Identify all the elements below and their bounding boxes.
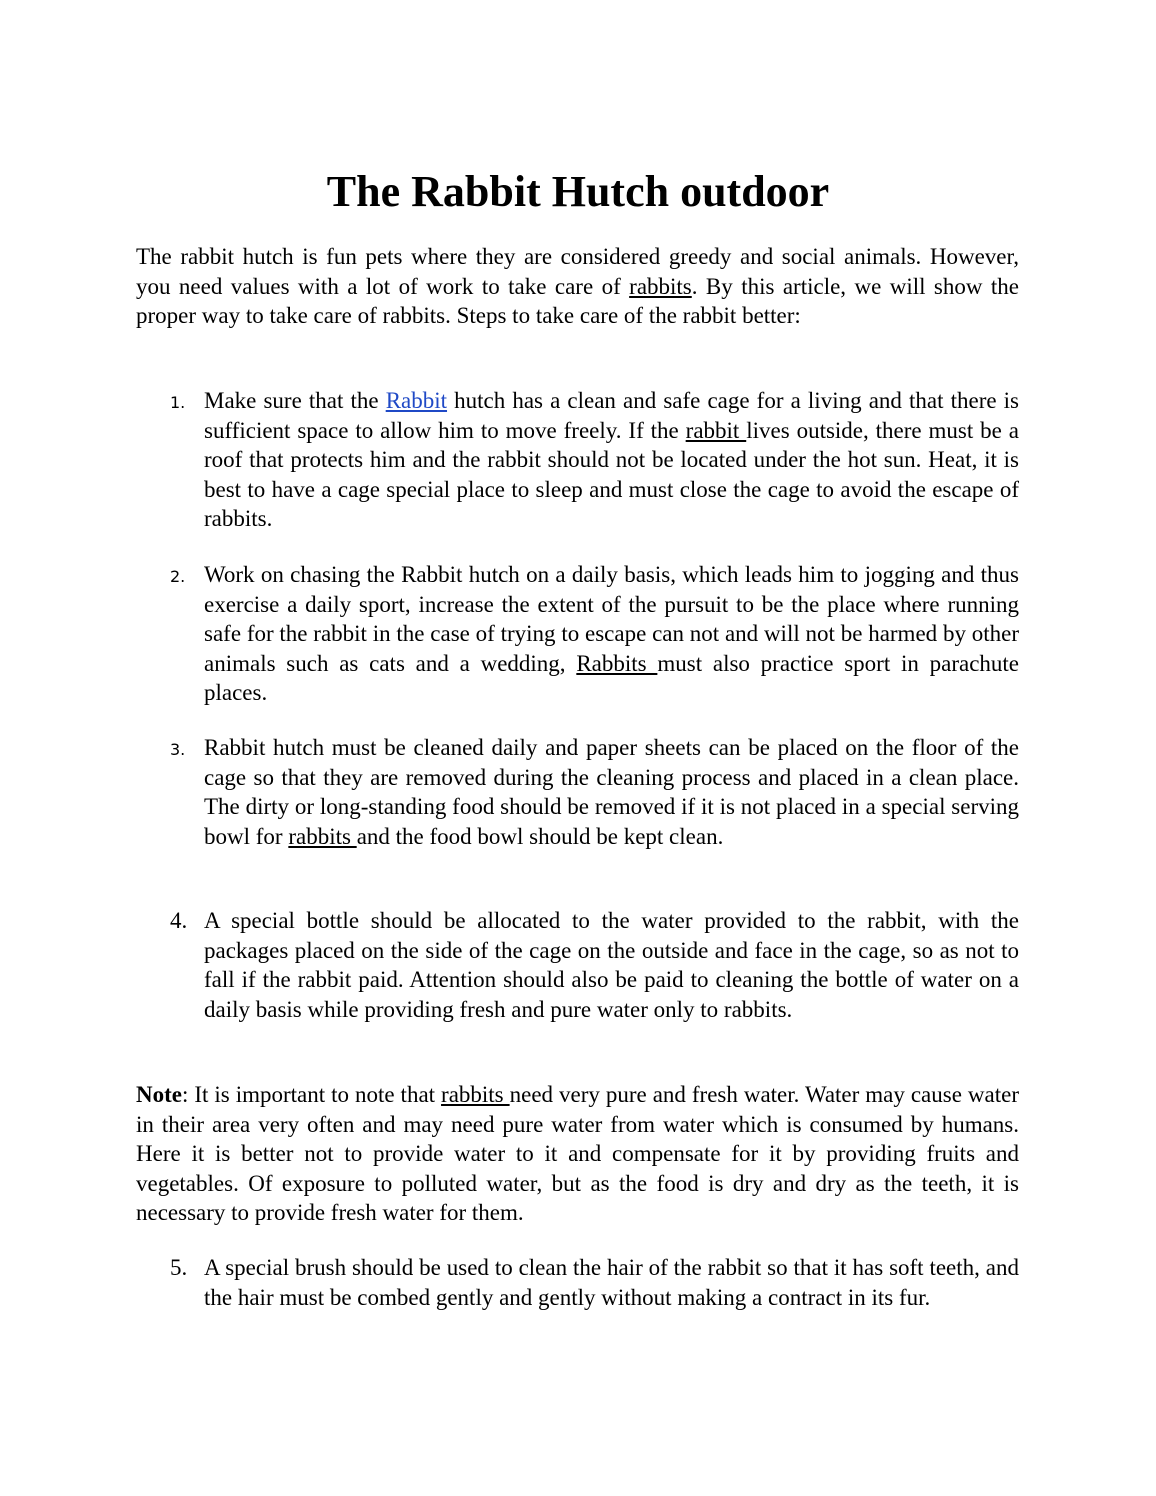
rabbit-link[interactable]: Rabbit <box>385 388 448 413</box>
rabbits-underlined-link[interactable]: rabbits <box>288 823 357 849</box>
note-label: Note <box>136 1082 182 1107</box>
list-item-text <box>204 386 1019 534</box>
intro-text-1: The rabbit hutch is fun pets where they are considered greedy and social animals. However, you need values with a lot of work to take care of <box>136 244 1019 299</box>
list-item-text <box>204 906 1019 1024</box>
item-text: must also practice sport in parachute places. <box>204 650 1020 705</box>
item-text: Make sure that the <box>204 388 386 413</box>
list-item-text <box>204 560 1019 708</box>
item-text: A special bottle should be allocated to the water provided to the rabbit, with the packages placed on the side of the cage on the outside and face in the cage, so as not to fall if the rabbit paid. Attention should also be paid to cleaning the bottle of water on a daily basis while providing fresh and pure water only to rabbits. <box>204 908 1019 1022</box>
list-item-text <box>204 1253 1019 1312</box>
item-text: Work on chasing the Rabbit hutch on a daily basis, which leads him to jogging and thus exercise a daily sport, increase the extent of the pursuit to be the place where running safe for the rabbit in the case of trying to escape can not and will not be harmed by other animals such as cats and a wedding, <box>204 562 1019 676</box>
list-item-text <box>204 733 1019 851</box>
rabbits-link[interactable]: rabbits <box>629 273 692 299</box>
item-text: Rabbit hutch must be cleaned daily and paper sheets can be placed on the floor of the cage so that they are removed during the cleaning process and placed in a clean place. The dirty or long-standing food should be removed if it is not placed in a special serving bowl for <box>204 735 1019 849</box>
list-number: 2. <box>170 567 186 586</box>
rabbit-underlined-link[interactable]: rabbit <box>685 417 747 443</box>
rabbits-underlined-link[interactable]: Rabbits <box>576 650 658 676</box>
list-number: 3. <box>170 740 186 759</box>
note-paragraph <box>136 1080 1019 1228</box>
intro-paragraph <box>136 242 1019 331</box>
page-title: The Rabbit Hutch outdoor <box>326 167 830 216</box>
note-text: need very pure and fresh water. Water may cause water in their area very often and may need pure water from water which is consumed by humans. Here it is better not to provide water to it and compensate for it by providing fruits and vegetables. Of exposure to polluted water, but as the food is dry and dry as the teeth, it is necessary to provide fresh water for them. <box>136 1082 1019 1225</box>
list-number: 4. <box>170 908 188 933</box>
item-text: hutch has a clean and safe cage for a living and that there is sufficient space to allow him to move freely. If the <box>204 388 1019 443</box>
item-text: lives outside, there must be a roof that protects him and the rabbit should not be located under the hot sun. Heat, it is best to have a cage special place to sleep and must close the cage to avoid the escape of rabbits. <box>204 417 1019 531</box>
list-number: 5. <box>170 1255 188 1280</box>
rabbits-underlined-link[interactable]: rabbits <box>441 1082 510 1107</box>
list-number: 1. <box>170 393 186 412</box>
item-text: and the food bowl should be kept clean. <box>356 823 724 849</box>
note-text: : It is important to note that <box>181 1082 442 1107</box>
item-text: A special brush should be used to clean the hair of the rabbit so that it has soft teeth, and the hair must be combed gently and gently without making a contract in its fur. <box>204 1255 1019 1310</box>
intro-text-2: . By this article, we will show the proper way to take care of rabbits. Steps to take care of the rabbit better: <box>136 273 1019 328</box>
